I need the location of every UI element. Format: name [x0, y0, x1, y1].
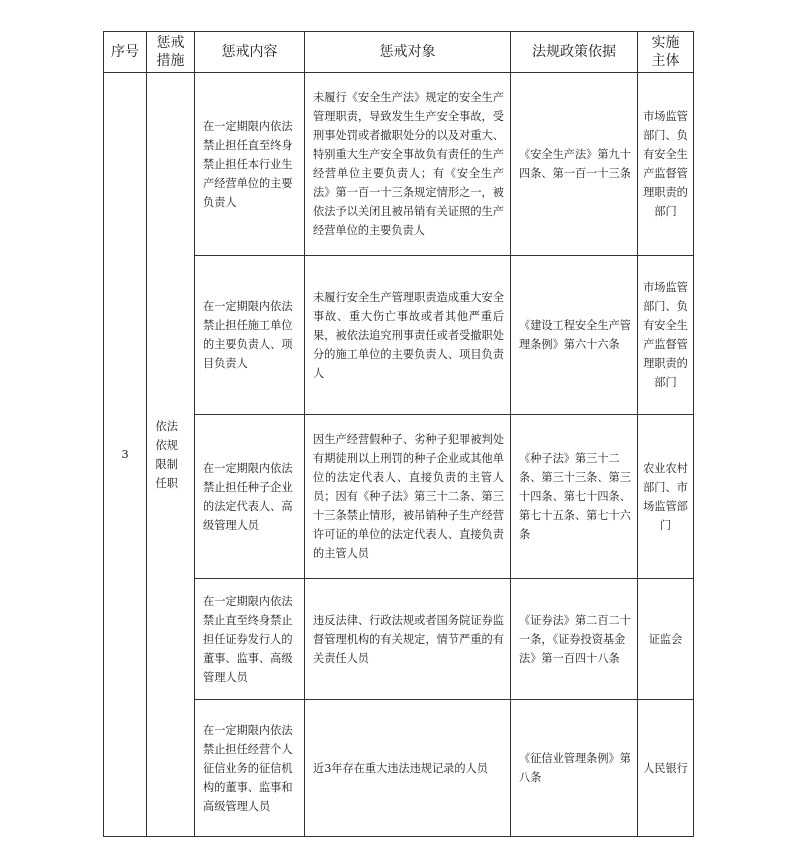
header-basis: 法规政策依据: [511, 32, 638, 73]
basis-cell: 《征信业管理条例》第八条: [511, 700, 638, 837]
target-cell: 因生产经营假种子、劣种子犯罪被判处有期徒刑以上刑罚的种子企业或其他单位的法定代表人、直接负责的主管人员；因有《种子法》第三十二条、第三十三条禁止情形，被吊销种子生产经营许可证的单位的法定代表人、直接负责的主管人员: [305, 415, 511, 579]
target-cell: 未履行《安全生产法》规定的安全生产管理职责，导致发生生产安全事故，受刑事处罚或者撤职处分的以及对重大、特别重大生产安全事故负有责任的生产经营单位主要负责人；有《安全生产法》第一百一十三条规定情形之一，被依法予以关闭且被吊销有关证照的生产经营单位的主要负责人: [305, 73, 511, 256]
basis-cell: 《安全生产法》第九十四条、第一百一十三条: [511, 73, 638, 256]
content-cell: 在一定期限内依法禁止担任直至终身禁止担任本行业生产经营单位的主要负责人: [195, 73, 305, 256]
basis-cell: 《建设工程安全生产管理条例》第六十六条: [511, 256, 638, 415]
implementer-cell: 农业农村部门、市场监管部门: [638, 415, 694, 579]
target-cell: 违反法律、行政法规或者国务院证券监督管理机构的有关规定，情节严重的有关责任人员: [305, 579, 511, 700]
implementer-cell: 证监会: [638, 579, 694, 700]
header-measure: 惩戒措施: [147, 32, 195, 73]
content-cell: 在一定期限内依法禁止直至终身禁止担任证券发行人的董事、监事、高级管理人员: [195, 579, 305, 700]
implementer-cell: 市场监管部门、负有安全生产监督管理职责的部门: [638, 256, 694, 415]
content-cell: 在一定期限内依法禁止担任施工单位的主要负责人、项目负责人: [195, 256, 305, 415]
header-serial: 序号: [104, 32, 147, 73]
basis-cell: 《证券法》第二百二十一条，《证券投资基金法》第一百四十八条: [511, 579, 638, 700]
target-cell: 未履行安全生产管理职责造成重大安全事故、重大伤亡事故或者其他严重后果，被依法追究刑事责任或者受撤职处分的施工单位的主要负责人、项目负责人: [305, 256, 511, 415]
implementer-cell: 市场监管部门、负有安全生产监督管理职责的部门: [638, 73, 694, 256]
basis-cell: 《种子法》第三十二条、第三十三条、第三十四条、第七十四条、第七十五条、第七十六条: [511, 415, 638, 579]
header-target: 惩戒对象: [305, 32, 511, 73]
table-row: [104, 73, 694, 256]
header-row: [104, 32, 694, 73]
content-cell: 在一定期限内依法禁止担任种子企业的法定代表人、高级管理人员: [195, 415, 305, 579]
serial-number: 3: [104, 73, 147, 837]
content-cell: 在一定期限内依法禁止担任经营个人征信业务的征信机构的董事、监事和高级管理人员: [195, 700, 305, 837]
measure-cell: 依法依规限制任职: [147, 73, 195, 837]
implementer-cell: 人民银行: [638, 700, 694, 837]
header-content: 惩戒内容: [195, 32, 305, 73]
target-cell: 近3年存在重大违法违规记录的人员: [305, 700, 511, 837]
sanctions-table: [103, 31, 694, 837]
header-implementer: 实施主体: [638, 32, 694, 73]
